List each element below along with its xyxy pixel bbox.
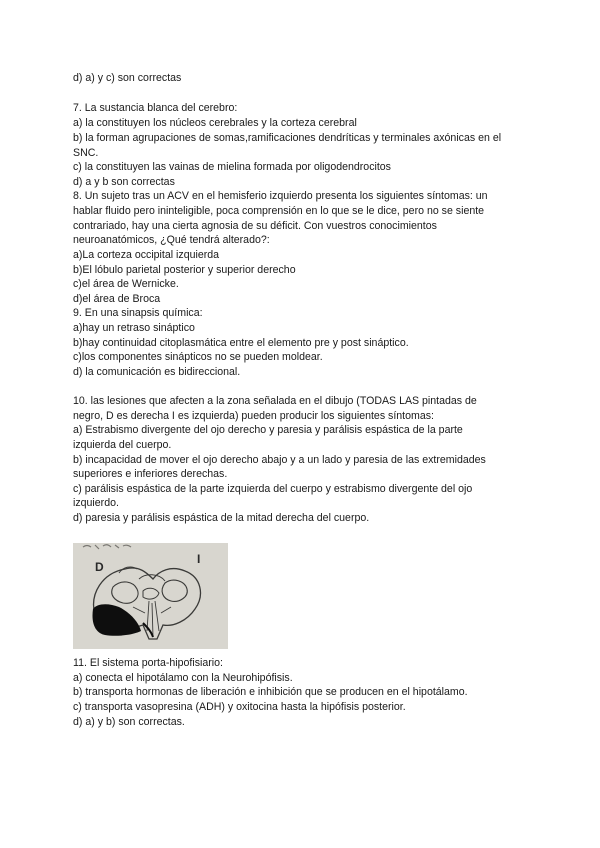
question-10-option-c-cont: izquierdo.: [73, 497, 119, 509]
brainstem-drawing: [73, 543, 228, 649]
question-7-title: 7. La sustancia blanca del cerebro:: [73, 102, 238, 114]
question-8-title-cont-1: hablar fluido pero ininteligible, poca comprensión en lo que se le dice, pero no se siente: [73, 205, 485, 217]
question-11-option-d: d) a) y b) son correctas.: [73, 716, 185, 728]
question-8-option-a: a)La corteza occipital izquierda: [73, 249, 220, 261]
question-8-option-c: c)el área de Wernicke.: [73, 278, 179, 290]
question-10-option-b-cont: superiores e inferiores derechas.: [73, 468, 228, 480]
question-10-option-b: b) incapacidad de mover el ojo derecho abajo y a un lado y paresia de las extremidades: [73, 454, 486, 466]
question-11-option-b: b) transporta hormonas de liberación e inhibición que se producen en el hipotálamo.: [73, 686, 468, 698]
question-11-title: 11. El sistema porta-hipofisiario:: [73, 657, 223, 669]
text-line-q6-option-d: d) a) y c) son correctas: [73, 72, 182, 84]
question-9-option-b: b)hay continuidad citoplasmática entre el elemento pre y post sináptico.: [73, 337, 409, 349]
question-10-option-c: c) parálisis espástica de la parte izquierda del cuerpo y estrabismo divergente del ojo: [73, 483, 473, 495]
question-10-option-a-cont: izquierda del cuerpo.: [73, 439, 172, 451]
question-8-title: 8. Un sujeto tras un ACV en el hemisferio izquierdo presenta los siguientes síntomas: un: [73, 190, 488, 202]
question-8-title-cont-2: contrariado, hay una cierta agnosia de su déficit. Con vuestros conocimientos: [73, 220, 437, 232]
question-9-option-a: a)hay un retraso sináptico: [73, 322, 195, 334]
question-8-title-cont-3: neuroanatómicos, ¿Qué tendrá alterado?:: [73, 234, 270, 246]
question-7-option-d: d) a y b son correctas: [73, 176, 175, 188]
figure-label-d: D: [95, 560, 104, 574]
question-9-title: 9. En una sinapsis química:: [73, 307, 203, 319]
question-8-option-b: b)El lóbulo parietal posterior y superior derecho: [73, 264, 296, 276]
question-10-title: 10. las lesiones que afecten a la zona señalada en el dibujo (TODAS LAS pintadas de: [73, 395, 477, 407]
question-9-option-c: c)los componentes sinápticos no se pueden moldear.: [73, 351, 323, 363]
question-11-option-c: c) transporta vasopresina (ADH) y oxitocina hasta la hipófisis posterior.: [73, 701, 406, 713]
question-7-option-a: a) la constituyen los núcleos cerebrales y la corteza cerebral: [73, 117, 357, 129]
question-10-title-cont: negro, D es derecha I es izquierda) pueden producir los siguientes síntomas:: [73, 410, 434, 422]
question-7-option-b: b) la forman agrupaciones de somas,ramificaciones dendríticas y terminales axónicas en el: [73, 132, 502, 144]
question-10-option-d: d) paresia y parálisis espástica de la mitad derecha del cuerpo.: [73, 512, 370, 524]
question-7-option-b-cont: SNC.: [73, 147, 99, 159]
question-10-option-a: a) Estrabismo divergente del ojo derecho y paresia y parálisis espástica de la parte: [73, 424, 463, 436]
question-8-option-d: d)el área de Broca: [73, 293, 161, 305]
figure-label-i: I: [197, 552, 201, 566]
question-9-option-d: d) la comunicación es bidireccional.: [73, 366, 241, 378]
brainstem-section-figure: [73, 543, 228, 649]
question-7-option-c: c) la constituyen las vainas de mielina formada por oligodendrocitos: [73, 161, 391, 173]
question-11-option-a: a) conecta el hipotálamo con la Neurohipófisis.: [73, 672, 293, 684]
